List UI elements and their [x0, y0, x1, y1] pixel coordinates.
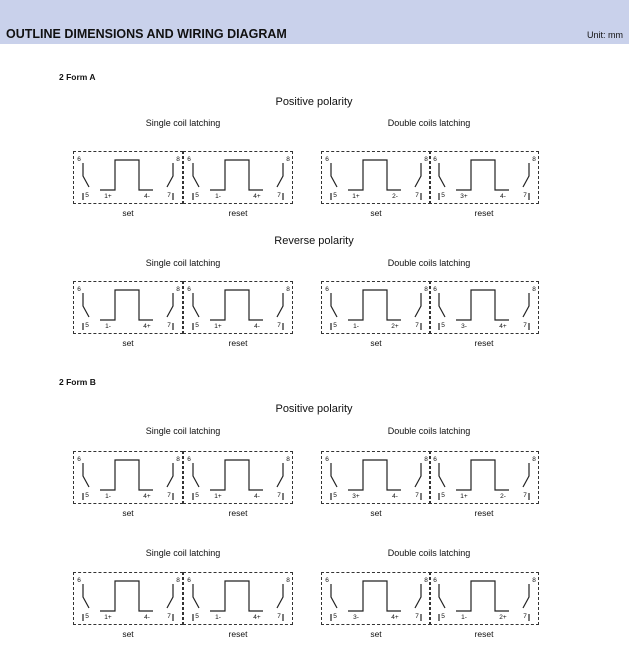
- pin-8-label: 8: [424, 456, 428, 463]
- pin-6-label: 6: [325, 286, 329, 293]
- coil-terminal-left: 1+: [214, 323, 222, 330]
- coil-terminal-left: 3-: [353, 614, 359, 621]
- coil-terminal-right: 4+: [143, 493, 151, 500]
- pin-6-label: 6: [77, 456, 81, 463]
- wiring-unit: [73, 281, 183, 352]
- pin-7-label: 7: [167, 492, 171, 499]
- pin-8-label: 8: [532, 577, 536, 584]
- single-coil-heading: Single coil latching: [145, 258, 221, 268]
- wiring-unit: [429, 572, 539, 643]
- unit-caption: set: [122, 338, 134, 348]
- pin-5-label: 5: [85, 192, 89, 199]
- wiring-unit: [321, 451, 431, 522]
- pin-8-label: 8: [532, 456, 536, 463]
- polarity-heading: Positive polarity: [275, 96, 353, 108]
- pin-5-label: 5: [195, 613, 199, 620]
- unit-caption: reset: [474, 338, 494, 348]
- pin-5-label: 5: [333, 492, 337, 499]
- coil-terminal-right: 4-: [144, 614, 150, 621]
- pin-7-label: 7: [277, 192, 281, 199]
- coil-terminal-right: 2-: [392, 193, 398, 200]
- pin-5-label: 5: [441, 613, 445, 620]
- pin-5-label: 5: [85, 613, 89, 620]
- coil-terminal-right: 4+: [253, 614, 261, 621]
- pin-5-label: 5: [441, 492, 445, 499]
- coil-terminal-left: 1-: [215, 614, 221, 621]
- coil-terminal-left: 3+: [460, 193, 468, 200]
- section-title: OUTLINE DIMENSIONS AND WIRING DIAGRAM: [6, 27, 287, 41]
- pin-5-label: 5: [195, 322, 199, 329]
- coil-terminal-left: 3+: [352, 493, 360, 500]
- coil-terminal-left: 1+: [352, 193, 360, 200]
- single-coil-heading: Single coil latching: [145, 118, 221, 128]
- pin-7-label: 7: [415, 322, 419, 329]
- unit-caption: set: [370, 338, 382, 348]
- pin-8-label: 8: [286, 286, 290, 293]
- form-b-label: 2 Form B: [59, 377, 96, 387]
- polarity-heading: Positive polarity: [275, 403, 353, 415]
- double-coils-heading: Double coils latching: [387, 118, 471, 128]
- coil-terminal-right: 2+: [499, 614, 507, 621]
- pin-6-label: 6: [187, 456, 191, 463]
- coil-terminal-right: 4+: [253, 193, 261, 200]
- pin-8-label: 8: [176, 156, 180, 163]
- coil-terminal-right: 4-: [254, 493, 260, 500]
- unit-caption: reset: [228, 629, 248, 639]
- pin-6-label: 6: [325, 577, 329, 584]
- coil-terminal-left: 1+: [104, 614, 112, 621]
- pin-6-label: 6: [433, 456, 437, 463]
- coil-terminal-right: 4-: [144, 193, 150, 200]
- coil-terminal-right: 4+: [391, 614, 399, 621]
- pin-6-label: 6: [77, 286, 81, 293]
- wiring-unit: [183, 572, 293, 643]
- pin-6-label: 6: [433, 286, 437, 293]
- coil-terminal-left: 1-: [215, 193, 221, 200]
- pin-6-label: 6: [187, 286, 191, 293]
- unit-caption: set: [370, 629, 382, 639]
- form-a-label: 2 Form A: [59, 72, 96, 82]
- pin-7-label: 7: [167, 192, 171, 199]
- pin-7-label: 7: [277, 613, 281, 620]
- pin-5-label: 5: [441, 192, 445, 199]
- wiring-unit: [429, 151, 539, 222]
- unit-caption: reset: [474, 629, 494, 639]
- wiring-unit: [429, 281, 539, 352]
- pin-8-label: 8: [176, 286, 180, 293]
- pin-6-label: 6: [433, 156, 437, 163]
- pin-8-label: 8: [286, 577, 290, 584]
- pin-5-label: 5: [333, 613, 337, 620]
- wiring-unit: [321, 151, 431, 222]
- section-header-bar: [0, 0, 629, 44]
- pin-5-label: 5: [195, 492, 199, 499]
- wiring-unit: [183, 151, 293, 222]
- pin-5-label: 5: [333, 322, 337, 329]
- wiring-unit: [183, 451, 293, 522]
- pin-5-label: 5: [85, 322, 89, 329]
- coil-terminal-left: 1+: [460, 493, 468, 500]
- pin-8-label: 8: [532, 286, 536, 293]
- coil-terminal-right: 4-: [392, 493, 398, 500]
- coil-terminal-right: 2+: [391, 323, 399, 330]
- pin-5-label: 5: [441, 322, 445, 329]
- pin-8-label: 8: [424, 156, 428, 163]
- pin-7-label: 7: [415, 613, 419, 620]
- pin-7-label: 7: [167, 613, 171, 620]
- coil-terminal-right: 2-: [500, 493, 506, 500]
- unit-caption: set: [122, 208, 134, 218]
- unit-caption: set: [370, 208, 382, 218]
- pin-7-label: 7: [523, 192, 527, 199]
- unit-caption: set: [370, 508, 382, 518]
- coil-terminal-left: 1-: [461, 614, 467, 621]
- coil-terminal-right: 4-: [254, 323, 260, 330]
- pin-8-label: 8: [176, 456, 180, 463]
- unit-caption: reset: [228, 208, 248, 218]
- wiring-unit: [321, 281, 431, 352]
- pin-8-label: 8: [424, 286, 428, 293]
- pin-6-label: 6: [187, 577, 191, 584]
- wiring-unit: [429, 451, 539, 522]
- coil-terminal-right: 4-: [500, 193, 506, 200]
- wiring-unit: [73, 572, 183, 643]
- single-coil-heading: Single coil latching: [145, 426, 221, 436]
- pin-5-label: 5: [85, 492, 89, 499]
- unit-label: Unit: mm: [587, 30, 623, 40]
- coil-terminal-right: 4+: [143, 323, 151, 330]
- pin-6-label: 6: [433, 577, 437, 584]
- coil-terminal-left: 1-: [105, 323, 111, 330]
- polarity-heading: Reverse polarity: [274, 235, 354, 247]
- pin-6-label: 6: [77, 577, 81, 584]
- wiring-unit: [183, 281, 293, 352]
- pin-8-label: 8: [286, 456, 290, 463]
- coil-terminal-left: 3-: [461, 323, 467, 330]
- wiring-unit: [321, 572, 431, 643]
- pin-6-label: 6: [325, 156, 329, 163]
- coil-terminal-left: 1-: [105, 493, 111, 500]
- unit-caption: set: [122, 508, 134, 518]
- pin-5-label: 5: [195, 192, 199, 199]
- double-coils-heading: Double coils latching: [387, 426, 471, 436]
- coil-terminal-left: 1-: [353, 323, 359, 330]
- double-coils-heading: Double coils latching: [387, 548, 471, 558]
- pin-7-label: 7: [277, 322, 281, 329]
- pin-7-label: 7: [167, 322, 171, 329]
- unit-caption: reset: [474, 508, 494, 518]
- pin-7-label: 7: [523, 492, 527, 499]
- pin-6-label: 6: [325, 456, 329, 463]
- pin-5-label: 5: [333, 192, 337, 199]
- pin-7-label: 7: [523, 613, 527, 620]
- pin-8-label: 8: [286, 156, 290, 163]
- pin-6-label: 6: [187, 156, 191, 163]
- unit-caption: reset: [228, 508, 248, 518]
- pin-7-label: 7: [415, 492, 419, 499]
- unit-caption: reset: [228, 338, 248, 348]
- unit-caption: reset: [474, 208, 494, 218]
- pin-8-label: 8: [532, 156, 536, 163]
- coil-terminal-left: 1+: [104, 193, 112, 200]
- pin-8-label: 8: [176, 577, 180, 584]
- single-coil-heading: Single coil latching: [145, 548, 221, 558]
- double-coils-heading: Double coils latching: [387, 258, 471, 268]
- pin-7-label: 7: [523, 322, 527, 329]
- pin-7-label: 7: [277, 492, 281, 499]
- coil-terminal-right: 4+: [499, 323, 507, 330]
- pin-6-label: 6: [77, 156, 81, 163]
- unit-caption: set: [122, 629, 134, 639]
- wiring-unit: [73, 451, 183, 522]
- wiring-unit: [73, 151, 183, 222]
- pin-7-label: 7: [415, 192, 419, 199]
- pin-8-label: 8: [424, 577, 428, 584]
- coil-terminal-left: 1+: [214, 493, 222, 500]
